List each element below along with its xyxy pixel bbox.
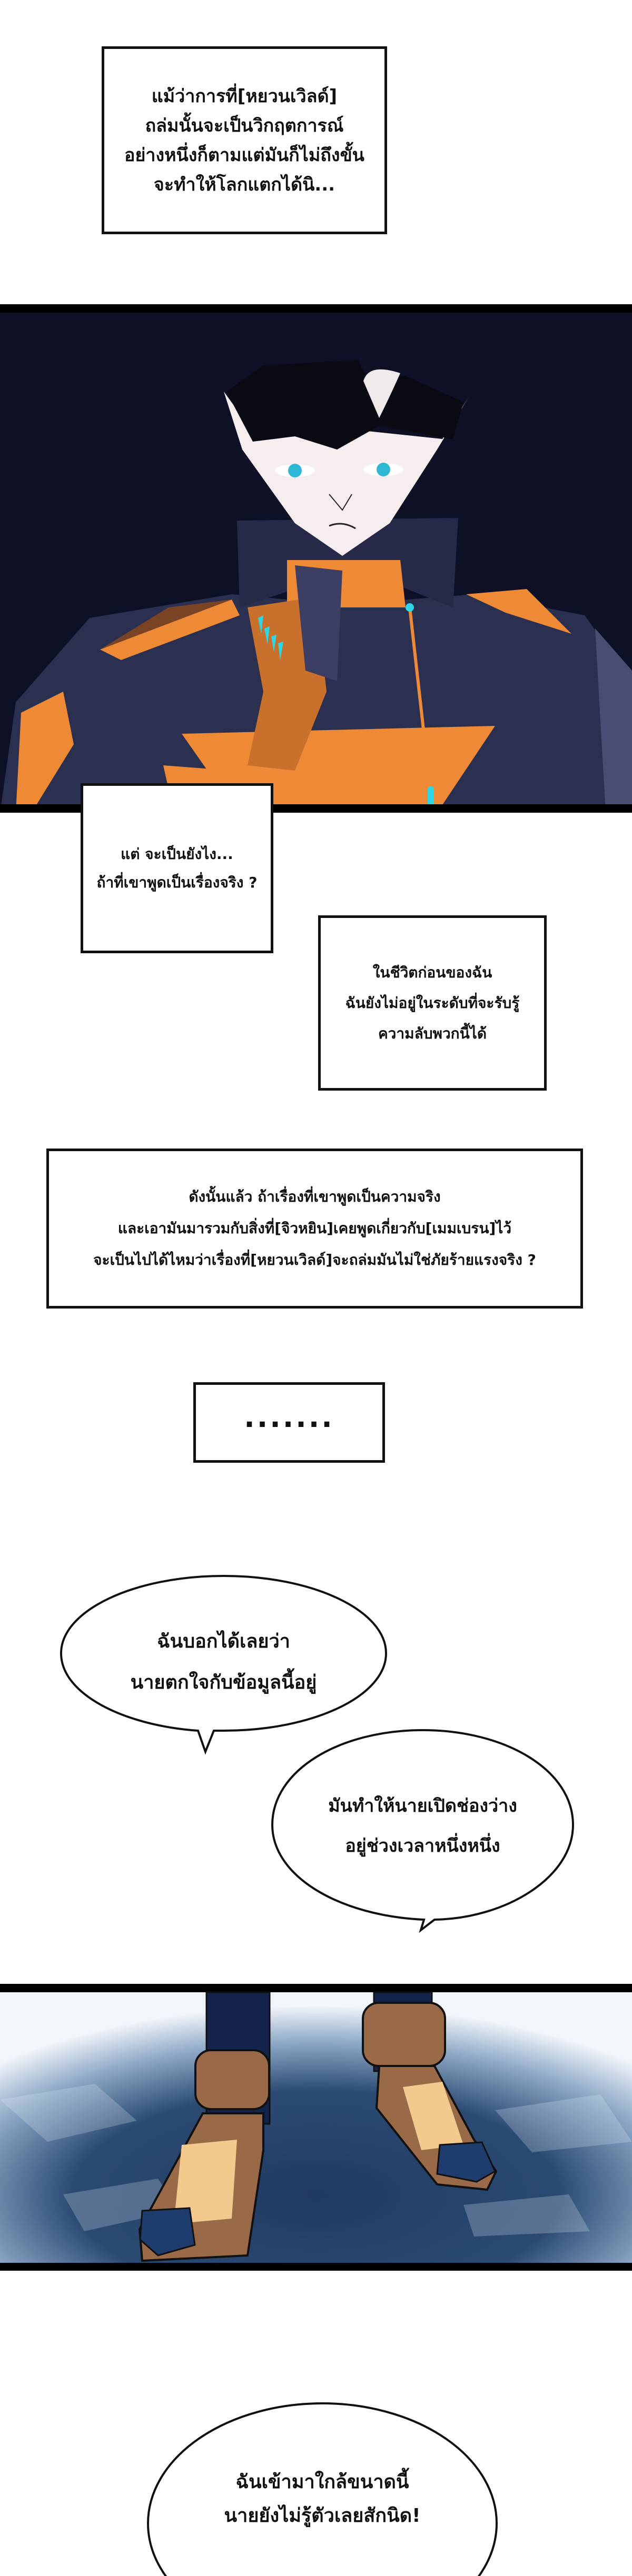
caption-line: ความลับพวกนี้ได้ [378, 1024, 487, 1042]
caption-line: แต่ จะเป็นยังไง... [121, 845, 233, 863]
caption-text-3 [345, 957, 520, 1049]
caption-line: ฉันยังไม่อยู่ในระดับที่จะรับรู้ [345, 994, 520, 1012]
caption-line: จะเป็นไปได้ไหมว่าเรื่องที่[หยวนเวิลด์]จะถล่มมันไม่ใช่ภัยร้ายแรงจริง ? [93, 1251, 536, 1269]
bubble-line: นายตกใจกับข้อมูลนี้อยู่ [130, 1672, 317, 1693]
caption-text-2 [97, 840, 258, 897]
caption-box-4 [46, 1149, 583, 1309]
caption-box-ellipsis [193, 1382, 385, 1463]
bubble-line: อยู่ช่วงเวลาหนึ่งหนึ่ง [345, 1835, 500, 1856]
caption-line: ดังนั้นแล้ว ถ้าเรื่องที่เขาพูดเป็นความจริง [189, 1188, 441, 1205]
bubble-line: นายยังไม่รู้ตัวเลยสักนิด! [224, 2505, 421, 2527]
caption-line: อย่างหนึ่งก็ตามแต่มันก็ไม่ถึงขั้น [124, 144, 364, 166]
caption-line: ในชีวิตก่อนของฉัน [372, 963, 492, 981]
caption-box-1 [102, 46, 387, 234]
speech-bubble-1 [60, 1575, 387, 1754]
bubble-line: ฉันเข้ามาใกล้ขนาดนี้ [235, 2471, 409, 2493]
speech-bubble-3 [147, 2402, 498, 2576]
character-portrait-illustration [0, 304, 632, 813]
comic-panel-boots [0, 1984, 632, 2271]
bubble-text-1 [60, 1621, 387, 1703]
caption-line: ถล่มนั้นจะเป็นวิกฤตการณ์ [145, 115, 344, 136]
ellipsis-text: ....... [244, 1401, 334, 1434]
boots-illustration [0, 1984, 632, 2271]
bubble-line: มันทำให้นายเปิดช่องว่าง [328, 1795, 517, 1816]
caption-box-3 [318, 915, 547, 1091]
bubble-text-3 [147, 2465, 498, 2533]
caption-line: จะทำให้โลกแตกได้นิ... [153, 174, 335, 195]
caption-line: แม้ว่าการที่[หยวนเวิลด์] [151, 85, 338, 107]
speech-bubble-2 [271, 1729, 574, 1932]
comic-panel-portrait [0, 304, 632, 813]
bubble-text-2 [271, 1786, 574, 1866]
caption-line: และเอามันมารวมกับสิ่งที่[จิวหยิน]เคยพูดเกี่ยวกับ[เมมเบรน]ไว้ [117, 1220, 512, 1237]
caption-line: ถ้าที่เขาพูดเป็นเรื่องจริง ? [96, 873, 258, 891]
caption-text-4 [93, 1181, 536, 1276]
bubble-line: ฉันบอกได้เลยว่า [157, 1631, 290, 1652]
caption-text-1 [124, 82, 364, 199]
caption-box-2 [81, 783, 273, 953]
